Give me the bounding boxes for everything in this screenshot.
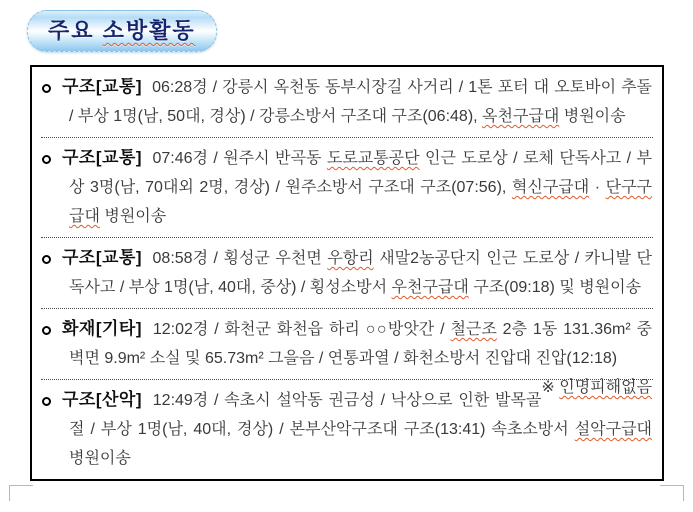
table-guide-left-icon bbox=[9, 485, 33, 501]
entry-paragraph bbox=[42, 314, 652, 396]
table-guide-right-icon bbox=[660, 485, 684, 501]
entry-category: 구조[교통] bbox=[62, 77, 143, 96]
page-title-main: 소방활동 bbox=[102, 18, 196, 43]
entry-note-text: 인명피해없음 bbox=[559, 379, 652, 396]
entry-text-run: 구조(09:18) 및 병원이송 bbox=[468, 279, 642, 296]
entry-text-run: 08:58경 / 횡성군 우천면 bbox=[147, 250, 328, 267]
table-corner-guides bbox=[9, 485, 684, 503]
page-title-prefix: 주요 bbox=[48, 18, 103, 43]
entry-text-run: 병원이송 bbox=[69, 450, 131, 467]
entry-text-run: 2층 1동 131.36m² 중 벽면 9.9m² 소실 및 65.73m² 그을음 / 연통과열 / 화천소방서 진압대 진압(12:18) bbox=[69, 321, 652, 367]
entry-text-run: 병원이송 bbox=[99, 208, 167, 225]
report-entry bbox=[41, 309, 653, 396]
entry-text-run: 인근 도로상 / 로체 단독사고 / 부상 3명(남, 70대외 2명, 경상) / 원주소방서 구조대 구조(07:56), bbox=[69, 150, 652, 196]
entry-category: 구조[교통] bbox=[62, 248, 143, 267]
title-badge bbox=[27, 10, 217, 52]
entry-text-run: 12:02경 / 화천군 화천읍 하리 ○○방앗간 / bbox=[147, 321, 451, 338]
bullet-circle-icon bbox=[42, 326, 51, 335]
entry-text-run: 새말2농공단지 인근 도로상 / 카니발 단독사고 / 부상 1명(남, 40대, 중상) / 횡성소방서 bbox=[69, 250, 653, 296]
bullet-circle-icon bbox=[42, 255, 51, 264]
entry-text-run: 06:28경 / 강릉시 옥천동 동부시장길 사거리 / 1톤 포터 대 오토바이 추돌 / 부상 1명(남, 50대, 경상) / 강릉소방서 구조대 구조(06:48), bbox=[69, 79, 652, 125]
report-entry bbox=[41, 67, 653, 138]
entry-note: ※ 인명피해없음 bbox=[541, 379, 652, 396]
entry-text-run: 단구구급대 bbox=[69, 179, 652, 225]
bullet-circle-icon bbox=[42, 84, 51, 93]
entry-text-run: 우천구급대 bbox=[391, 279, 469, 296]
entry-paragraph bbox=[42, 143, 652, 231]
entry-paragraph bbox=[42, 243, 652, 302]
report-box bbox=[30, 65, 664, 481]
entry-category: 구조[산악] bbox=[62, 390, 143, 409]
entry-text-run: 우항리 bbox=[327, 250, 374, 267]
entry-category: 구조[교통] bbox=[62, 148, 143, 167]
entry-text-run: 옥천구급대 bbox=[482, 108, 560, 125]
entry-text-run: 12:49경 / 속초시 설악동 권금성 / 낙상으로 인한 발목골절 / 부상 1명(남, 40대, 경상) / 본부산악구조대 구조(13:41) 속초소방서 bbox=[69, 392, 575, 438]
entry-text-run: 병원이송 bbox=[559, 108, 626, 125]
entry-text-run: 도로교통공단 bbox=[326, 150, 420, 167]
report-entry bbox=[41, 238, 653, 309]
entry-text-run: 07:46경 / 원주시 반곡동 bbox=[147, 150, 327, 167]
bullet-circle-icon bbox=[42, 155, 51, 164]
entry-text-run: 설악구급대 bbox=[574, 421, 652, 438]
entry-text-run: 혁신구급대 bbox=[511, 179, 590, 196]
entry-paragraph bbox=[42, 72, 652, 131]
entry-category: 화재[기타] bbox=[62, 319, 143, 338]
page-title bbox=[48, 18, 196, 43]
entry-text-run: 철근조 bbox=[450, 321, 497, 338]
report-entry bbox=[41, 138, 653, 238]
entry-text-run: · bbox=[589, 179, 606, 196]
bullet-circle-icon bbox=[42, 397, 51, 406]
